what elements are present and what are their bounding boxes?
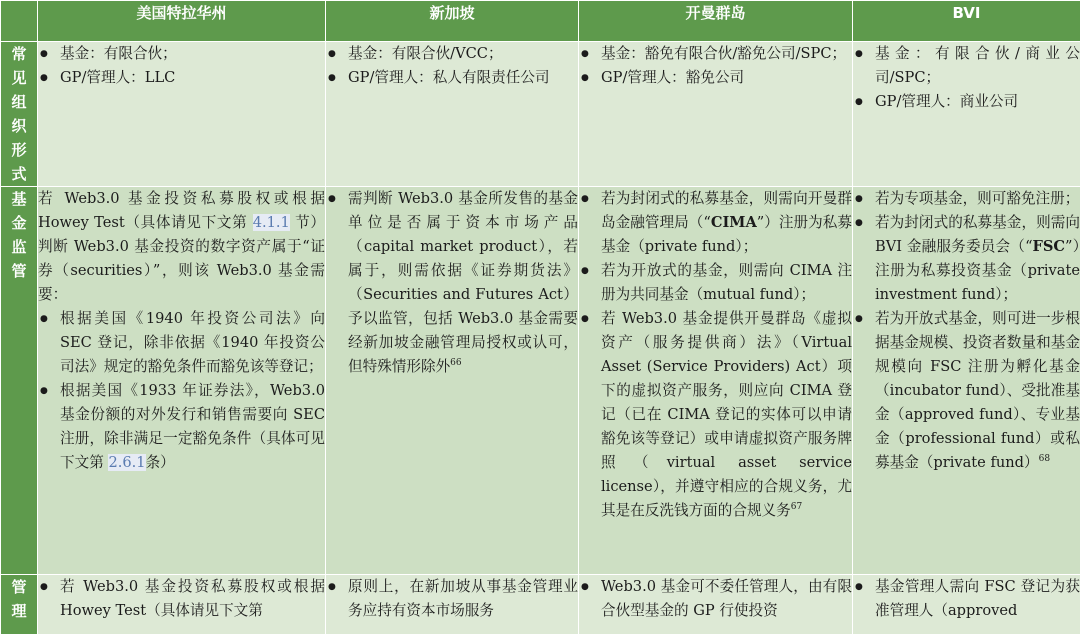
section-reference[interactable]: 2.6.1 [108, 454, 145, 471]
cell-regulation-us [38, 187, 326, 575]
list-item: ● Web3.0 基金可不委任管理人，由有限合伙型基金的 GP 行使投资 [579, 575, 852, 623]
list-item: ● 若为开放式的基金，则需向 CIMA 注册为共同基金（mutual fund）； [579, 259, 852, 307]
row-forms [1, 42, 1080, 187]
list-item: ● 若为开放式基金，则可进一步根据基金规模、投资者数量和基金规模向 FSC 注册为孵化基金（incubator fund）、受批准基金（approved fund）、专业基金（professional fund）或私募基金（private fund）$^{68}$ [853, 307, 1080, 475]
list-item: ● 若 Web3.0 基金投资私募股权或根据 Howey Test（具体请见下文第 [38, 575, 325, 623]
cell-forms-sg [326, 42, 579, 187]
cell-forms-bvi [853, 42, 1080, 187]
section-reference[interactable]: 4.1.1 [253, 214, 290, 231]
cell-regulation-sg [326, 187, 579, 575]
list-item: ● 基金：有限合伙/商业公司/SPC； [853, 42, 1080, 90]
paragraph: 若 Web3.0 基金投资私募股权或根据 Howey Test（具体请见下文第 4.1.1 节）判断 Web3.0 基金投资的数字资产属于“证券（securities）”，则该 Web3.0 基金需要： [38, 187, 325, 307]
list-item: ● GP/管理人：商业公司 [853, 90, 1080, 114]
corner-cell [1, 1, 38, 42]
list-item: ● 若为封闭式的私募基金，则需向开曼群岛金融管理局（“CIMA”）注册为私募基金（private fund）； [579, 187, 852, 259]
cell-regulation-cayman [579, 187, 853, 575]
row-label-regulation: 基金监管 [1, 187, 38, 575]
list-item: ● GP/管理人：豁免公司 [579, 66, 852, 90]
cell-management-sg [326, 575, 579, 635]
list-item: ● 需判断 Web3.0 基金所发售的基金单位是否属于资本市场产品（capital market product），若属于，则需依据《证券期货法》（Securities and Futures Act）予以监管，包括 Web3.0 基金需要经新加坡金融管理局授权或认可，但特殊情形除外$^{66}$ [326, 187, 578, 379]
cell-forms-cayman [579, 42, 853, 187]
footnote-marker[interactable]: 67 [791, 502, 802, 512]
list-item: ● 根据美国《1940 年投资公司法》向 SEC 登记，除非依据《1940 年投资公司法》规定的豁免条件而豁免该等登记； [38, 307, 325, 379]
list-item: ● 若 Web3.0 基金提供开曼群岛《虚拟资产（服务提供商）法》（Virtual Asset (Service Providers) Act）项下的虚拟资产服务，则应向 CIMA 登记（已在 CIMA 登记的实体可以申请豁免该等登记）或申请虚拟资产服务牌照（virtual asset service license），并遵守相应的合规义务，尤其是在反洗钱方面的合规义务$^{67}$ [579, 307, 852, 523]
list-item: ● 基金管理人需向 FSC 登记为获准管理人（approved [853, 575, 1080, 623]
header-row [1, 1, 1080, 42]
header-us-delaware: 美国特拉华州 [38, 1, 326, 42]
header-singapore: 新加坡 [326, 1, 579, 42]
row-label-management: 管理 [1, 575, 38, 635]
cell-management-us [38, 575, 326, 635]
row-management [1, 575, 1080, 635]
list-item: ● 基金：豁免有限合伙/豁免公司/SPC； [579, 42, 852, 66]
footnote-marker[interactable]: 68 [1039, 454, 1050, 464]
row-label-forms: 常见组织形式 [1, 42, 38, 187]
list-item: ● 根据美国《1933 年证券法》，Web3.0 基金份额的对外发行和销售需要向 SEC 注册，除非满足一定豁免条件（具体可见下文第 2.6.1条） [38, 379, 325, 475]
footnote-marker[interactable]: 66 [450, 358, 461, 368]
row-regulation [1, 187, 1080, 575]
list-item: ● GP/管理人：LLC [38, 66, 325, 90]
list-item: ● GP/管理人：私人有限责任公司 [326, 66, 578, 90]
cell-management-bvi [853, 575, 1080, 635]
cell-management-cayman [579, 575, 853, 635]
header-cayman: 开曼群岛 [579, 1, 853, 42]
list-item: ● 若为专项基金，则可豁免注册； [853, 187, 1080, 211]
list-item: ● 基金：有限合伙/VCC； [326, 42, 578, 66]
list-item: ● 基金：有限合伙； [38, 42, 325, 66]
cell-regulation-bvi [853, 187, 1080, 575]
header-bvi: BVI [853, 1, 1080, 42]
list-item: ● 原则上，在新加坡从事基金管理业务应持有资本市场服务 [326, 575, 578, 623]
list-item: ● 若为封闭式的私募基金，则需向 BVI 金融服务委员会（“FSC”）注册为私募投资基金（private investment fund）； [853, 211, 1080, 307]
cell-forms-us [38, 42, 326, 187]
